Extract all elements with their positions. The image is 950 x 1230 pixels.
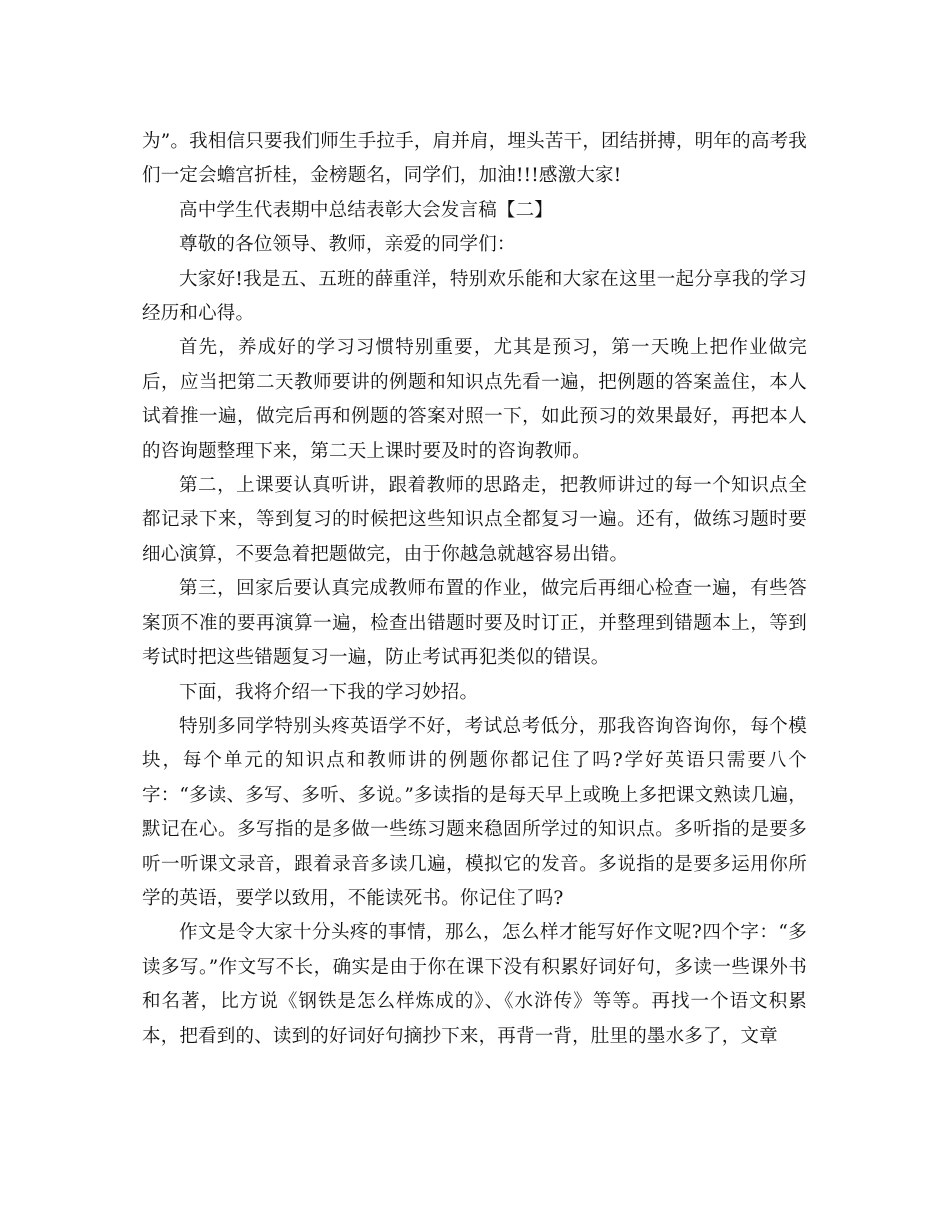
paragraph-closing: 为”。我相信只要我们师生手拉手，肩并肩，埋头苦干，团结拼搏，明年的高考我们一定会蟾宫折桂，金榜题名，同学们，加油!!!感激大家! <box>142 131 807 187</box>
paragraph-second-point: 第二，上课要认真听讲，跟着教师的思路走，把教师讲过的每一个知识点全都记录下来，等到复习的时候把这些知识点全都复习一遍。还有，做练习题时要细心演算，不要急着把题做完，由于你越急就越容易出错。 <box>142 475 807 565</box>
paragraph-third-point: 第三，回家后要认真完成教师布置的作业，做完后再细心检查一遍，有些答案顶不准的要再演算一遍，检查出错题时要及时订正，并整理到错题本上，等到考试时把这些错题复习一遍，防止考试再犯类似的错误。 <box>142 578 807 669</box>
section-heading: 高中学生代表期中总结表彰大会发言稿【二】 <box>179 199 554 221</box>
paragraph-english-tips: 特别多同学特别头疼英语学不好，考试总考低分，那我咨询咨询你，每个模块，每个单元的知识点和教师讲的例题你都记住了吗?学好英语只需要八个字：“多读、多写、多听、多说。”多读指的是每天早上或晚上多把课文熟读几遍，默记在心。多写指的是多做一些练习题来稳固所学过的知识点。多听指的是要多听一听课文录音，跟着录音多读几遍，模拟它的发音。多说指的是要多运用你所学的英语，要学以致用，不能读死书。你记住了吗? <box>142 715 807 909</box>
paragraph-writing-tips: 作文是令大家十分头疼的事情，那么，怎么样才能写好作文呢?四个字：“多读多写。”作文写不长，确实是由于你在课下没有积累好词好句，多读一些课外书和名著，比方说《钢铁是怎么样炼成的》、《水浒传》等等。再找一个语文积累本，把看到的、读到的好词好句摘抄下来，再背一背，肚里的墨水多了，文章 <box>142 922 807 1047</box>
paragraph-first-point: 首先，养成好的学习习惯特别重要，尤其是预习，第一天晚上把作业做完后，应当把第二天教师要讲的例题和知识点先看一遍，把例题的答案盖住，本人试着推一遍，做完后再和例题的答案对照一下，如此预习的效果最好，再把本人的咨询题整理下来，第二天上课时要及时的咨询教师。 <box>142 337 807 462</box>
paragraph-tips-intro: 下面，我将介绍一下我的学习妙招。 <box>179 681 479 703</box>
paragraph-greeting: 大家好!我是五、五班的薛重洋，特别欢乐能和大家在这里一起分享我的学习经历和心得。 <box>142 268 807 325</box>
paragraph-salutation: 尊敬的各位领导、教师，亲爱的同学们： <box>179 234 516 256</box>
document-body <box>142 125 807 1054</box>
